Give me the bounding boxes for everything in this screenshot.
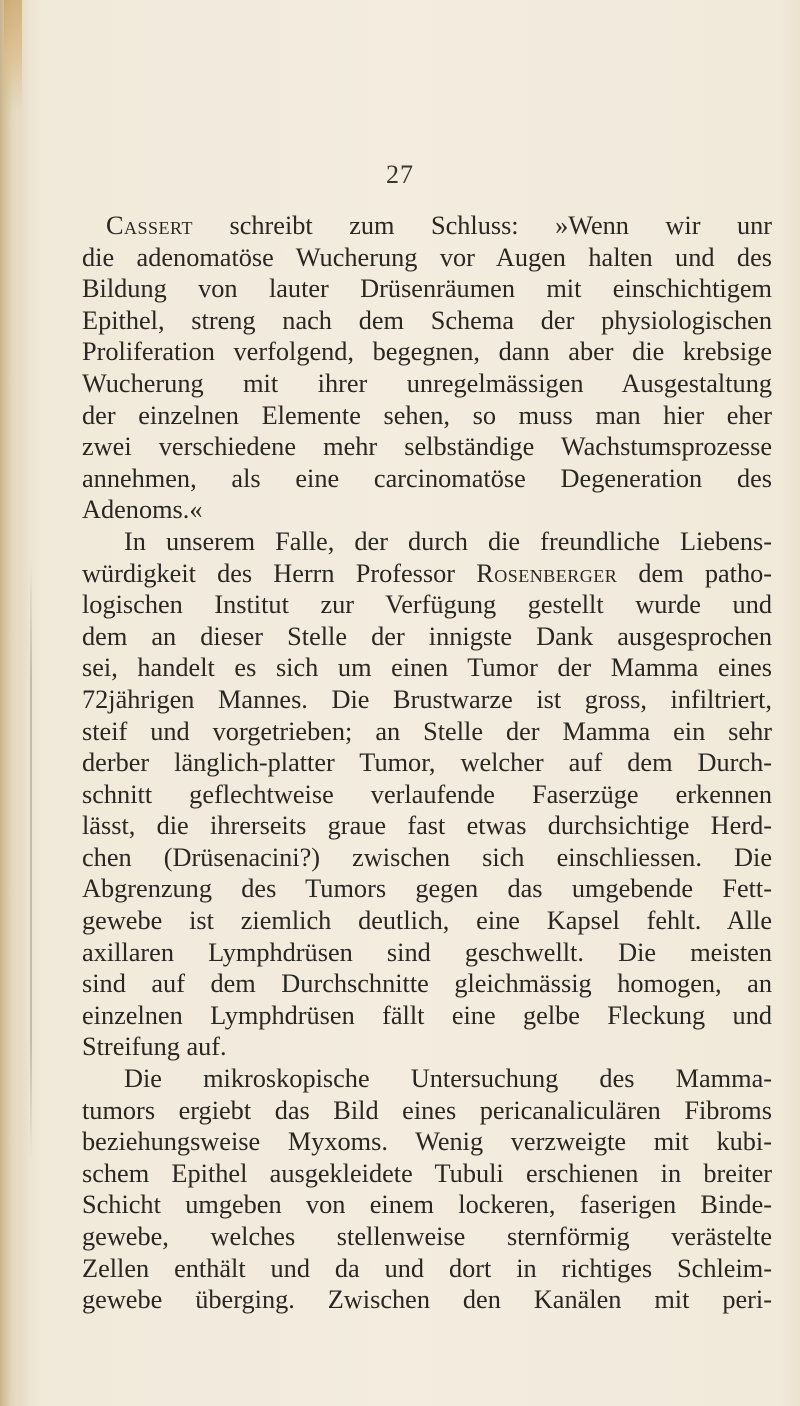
text-line: Streifung auf. (82, 1032, 227, 1062)
text-line: annehmen, als eine carcinomatöse Degeneration des (82, 463, 772, 493)
text-line: einzelnen Lymphdrüsen fällt eine gelbe Fleckung und (82, 1000, 772, 1030)
text-line: logischen Institut zur Verfügung gestellt wurde und (82, 590, 772, 620)
text-line: Schicht umgeben von einem lockeren, faserigen Binde- (82, 1190, 772, 1220)
text-line: sei, handelt es sich um einen Tumor der Mamma eines (82, 653, 772, 683)
text-line: der einzelnen Elemente sehen, so muss man hier eher (82, 400, 772, 430)
text-line: schnitt geflechtweise verlaufende Faserzüge erkennen (82, 779, 772, 809)
text-line (82, 210, 772, 242)
text-line: sind auf dem Durchschnitte gleichmässig homogen, an (82, 969, 772, 999)
text-line: gewebe überging. Zwischen den Kanälen mit peri- (82, 1285, 772, 1315)
paragraph-case-description (82, 526, 772, 1063)
text-line: axillaren Lymphdrüsen sind geschwellt. Die meisten (82, 937, 772, 967)
text-line: 72jährigen Mannes. Die Brustwarze ist gross, infiltriert, (82, 684, 772, 714)
text-line: gewebe ist ziemlich deutlich, eine Kapsel fehlt. Alle (82, 906, 772, 936)
text-line: derber länglich-platter Tumor, welcher auf dem Durch- (82, 748, 772, 778)
text-line: tumors ergiebt das Bild eines pericanaliculären Fibroms (82, 1095, 772, 1125)
page-binding-edge (0, 0, 30, 1406)
text-line: schem Epithel ausgekleidete Tubuli erschienen in breiter (82, 1158, 772, 1188)
text-line: Zellen enthält und da und dort in richtiges Schleim- (82, 1253, 772, 1283)
paragraph-cassert-quote (82, 210, 772, 526)
text-line: Adenoms.« (82, 495, 203, 525)
text-line: beziehungsweise Myxoms. Wenig verzweigte mit kubi- (82, 1127, 772, 1157)
line-text: schreibt zum Schluss: »Wenn wir unr (192, 211, 772, 240)
text-line (82, 558, 772, 590)
text-line: Die mikroskopische Untersuchung des Mamma- (124, 1064, 772, 1094)
text-line: gewebe, welches stellenweise sternförmig verästelte (82, 1222, 772, 1251)
line-text: würdigkeit des Herrn Professor (82, 558, 477, 588)
text-line: Bildung von lauter Drüsenräumen mit einschichtigem (82, 274, 772, 304)
text-line: Proliferation verfolgend, begegnen, dann aber die krebsige (82, 337, 772, 367)
line-text: dem patho- (617, 558, 772, 588)
page-number: 27 (386, 160, 414, 189)
paragraph-microscopic-findings (82, 1063, 772, 1316)
text-line: lässt, die ihrerseits graue fast etwas durchsichtige Herd- (82, 811, 772, 841)
text-line: dem an dieser Stelle der innigste Dank ausgesprochen (82, 621, 772, 651)
page-stain (4, 0, 22, 110)
author-name-rosenberger: Rosenberger (476, 558, 618, 588)
text-line: chen (Drüsenacini?) zwischen sich einschliessen. Die (82, 842, 772, 872)
text-line: Epithel, streng nach dem Schema der physiologischen (82, 305, 772, 335)
text-line: Wucherung mit ihrer unregelmässigen Ausgestaltung (82, 368, 772, 398)
text-line: In unserem Falle, der durch die freundliche Liebens- (124, 526, 772, 556)
page-edge-shadow (30, 560, 32, 1160)
author-name-cassert: Cassert (106, 211, 193, 240)
text-line: zwei verschiedene mehr selbständige Wachstumsprozesse (82, 432, 772, 462)
text-line: die adenomatöse Wucherung vor Augen halten und des (82, 242, 772, 272)
text-line: steif und vorgetrieben; an Stelle der Mamma ein sehr (82, 716, 772, 746)
text-line: Abgrenzung des Tumors gegen das umgebende Fett- (82, 874, 772, 904)
body-text (82, 210, 772, 1316)
